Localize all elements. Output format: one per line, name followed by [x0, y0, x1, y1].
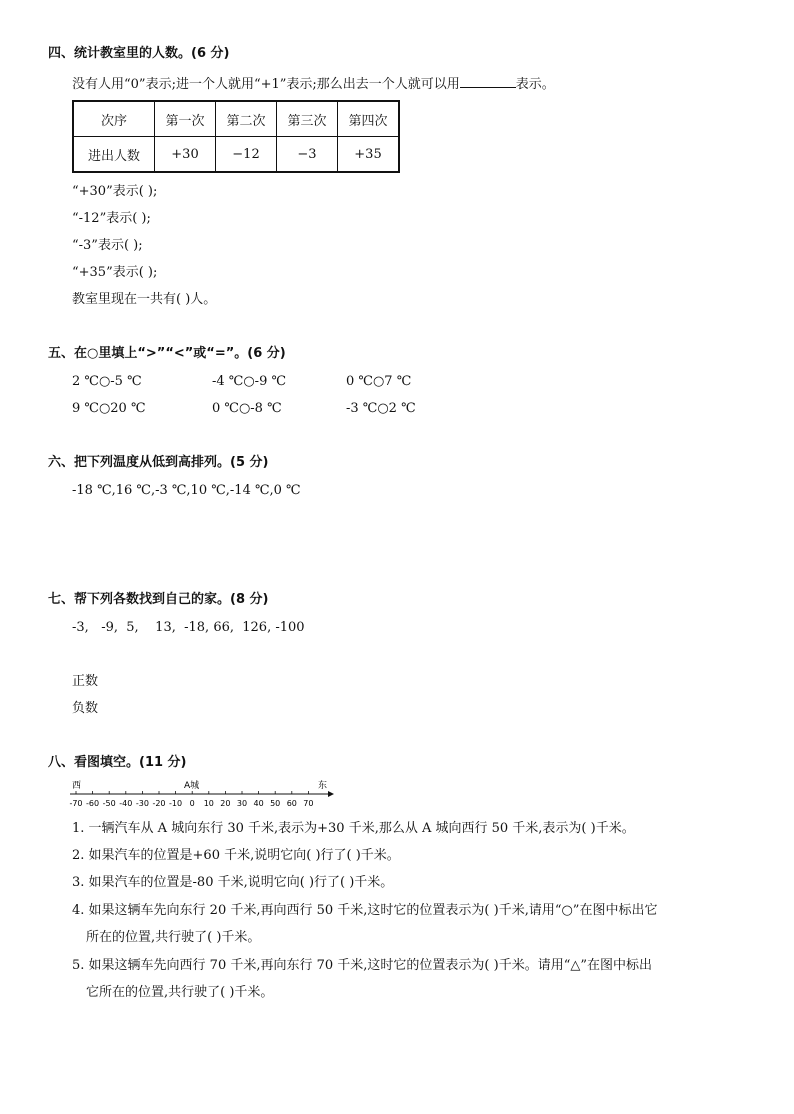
table-row: [73, 101, 399, 137]
section-6-title: 六、把下列温度从低到高排列。(5 分): [48, 455, 269, 470]
table-cell: +30: [155, 137, 216, 173]
intro-end: 表示。: [515, 77, 555, 92]
table-header-cell: 第三次: [277, 101, 338, 137]
positive-label: 正数: [72, 674, 99, 689]
meaning-line-1[interactable]: “+30”表示( );: [72, 184, 158, 199]
table-row: [73, 137, 399, 173]
answer-blank[interactable]: [460, 75, 516, 88]
question-1[interactable]: 1. 一辆汽车从 A 城向东行 30 千米,表示为+30 千米,那么从 A 城向西行 50 千米,表示为( )千米。: [72, 821, 635, 836]
tick-label: 50: [270, 799, 281, 808]
east-label: 东: [318, 781, 328, 791]
compare-item[interactable]: -3 ℃○2 ℃: [346, 401, 416, 416]
section-5-title: 五、在○里填上“>”“<”或“=”。(6 分): [48, 346, 286, 361]
tick-label: 70: [303, 799, 314, 808]
table-cell: −12: [216, 137, 277, 173]
temperature-list: -18 ℃,16 ℃,-3 ℃,10 ℃,-14 ℃,0 ℃: [72, 483, 301, 498]
table-cell: +35: [338, 137, 400, 173]
section-8-title: 八、看图填空。(11 分): [48, 755, 187, 770]
meaning-line-3[interactable]: “-3”表示( );: [72, 238, 143, 253]
compare-item[interactable]: 2 ℃○-5 ℃: [72, 374, 142, 389]
table-header-cell: 第一次: [155, 101, 216, 137]
number-line: [66, 780, 336, 812]
tick-label: 0: [189, 799, 195, 808]
tick-label: -50: [102, 799, 116, 808]
tick-label: 10: [203, 799, 214, 808]
table-cell: 进出人数: [73, 137, 155, 173]
tick-label: -30: [135, 799, 149, 808]
section-4-intro: [72, 75, 555, 93]
total-line[interactable]: 教室里现在一共有( )人。: [72, 292, 217, 307]
number-list: -3, -9, 5, 13, -18, 66, 126, -100: [72, 620, 305, 635]
section-4-title: 四、统计教室里的人数。(6 分): [48, 46, 230, 61]
meaning-line-4[interactable]: “+35”表示( );: [72, 265, 158, 280]
tick-label: -20: [152, 799, 166, 808]
tick-label: 20: [220, 799, 231, 808]
west-label: 西: [72, 781, 82, 791]
east-arrow-icon: [328, 791, 334, 797]
tick-label: 30: [236, 799, 248, 808]
tick-label: -10: [169, 799, 183, 808]
table-header-cell: 次序: [73, 101, 155, 137]
compare-item[interactable]: 9 ℃○20 ℃: [72, 401, 146, 416]
intro-text: 没有人用“0”表示;进一个人就用“+1”表示;那么出去一个人就可以用: [72, 77, 460, 92]
stats-table: [72, 100, 400, 173]
meaning-line-2[interactable]: “-12”表示( );: [72, 211, 151, 226]
question-5-cont[interactable]: 它所在的位置,共行驶了( )千米。: [86, 985, 274, 1000]
negative-label: 负数: [72, 701, 99, 716]
table-header-cell: 第四次: [338, 101, 400, 137]
tick-label: -40: [119, 799, 133, 808]
compare-item[interactable]: 0 ℃○7 ℃: [346, 374, 412, 389]
compare-item[interactable]: -4 ℃○-9 ℃: [212, 374, 287, 389]
section-7-title: 七、帮下列各数找到自己的家。(8 分): [48, 592, 269, 607]
tick-label: -70: [69, 799, 83, 808]
question-4-cont[interactable]: 所在的位置,共行驶了( )千米。: [86, 930, 261, 945]
question-4[interactable]: 4. 如果这辆车先向东行 20 千米,再向西行 50 千米,这时它的位置表示为( )千米,请用“○”在图中标出它: [72, 903, 658, 918]
city-label: A城: [184, 781, 200, 791]
question-5[interactable]: 5. 如果这辆车先向西行 70 千米,再向东行 70 千米,这时它的位置表示为( )千米。请用“△”在图中标出: [72, 958, 652, 973]
tick-label: 60: [286, 799, 297, 808]
tick-label: 40: [253, 799, 264, 808]
question-2[interactable]: 2. 如果汽车的位置是+60 千米,说明它向( )行了( )千米。: [72, 848, 400, 863]
question-3[interactable]: 3. 如果汽车的位置是-80 千米,说明它向( )行了( )千米。: [72, 875, 394, 890]
compare-item[interactable]: 0 ℃○-8 ℃: [212, 401, 282, 416]
table-header-cell: 第二次: [216, 101, 277, 137]
table-cell: −3: [277, 137, 338, 173]
tick-label: -60: [86, 799, 100, 808]
